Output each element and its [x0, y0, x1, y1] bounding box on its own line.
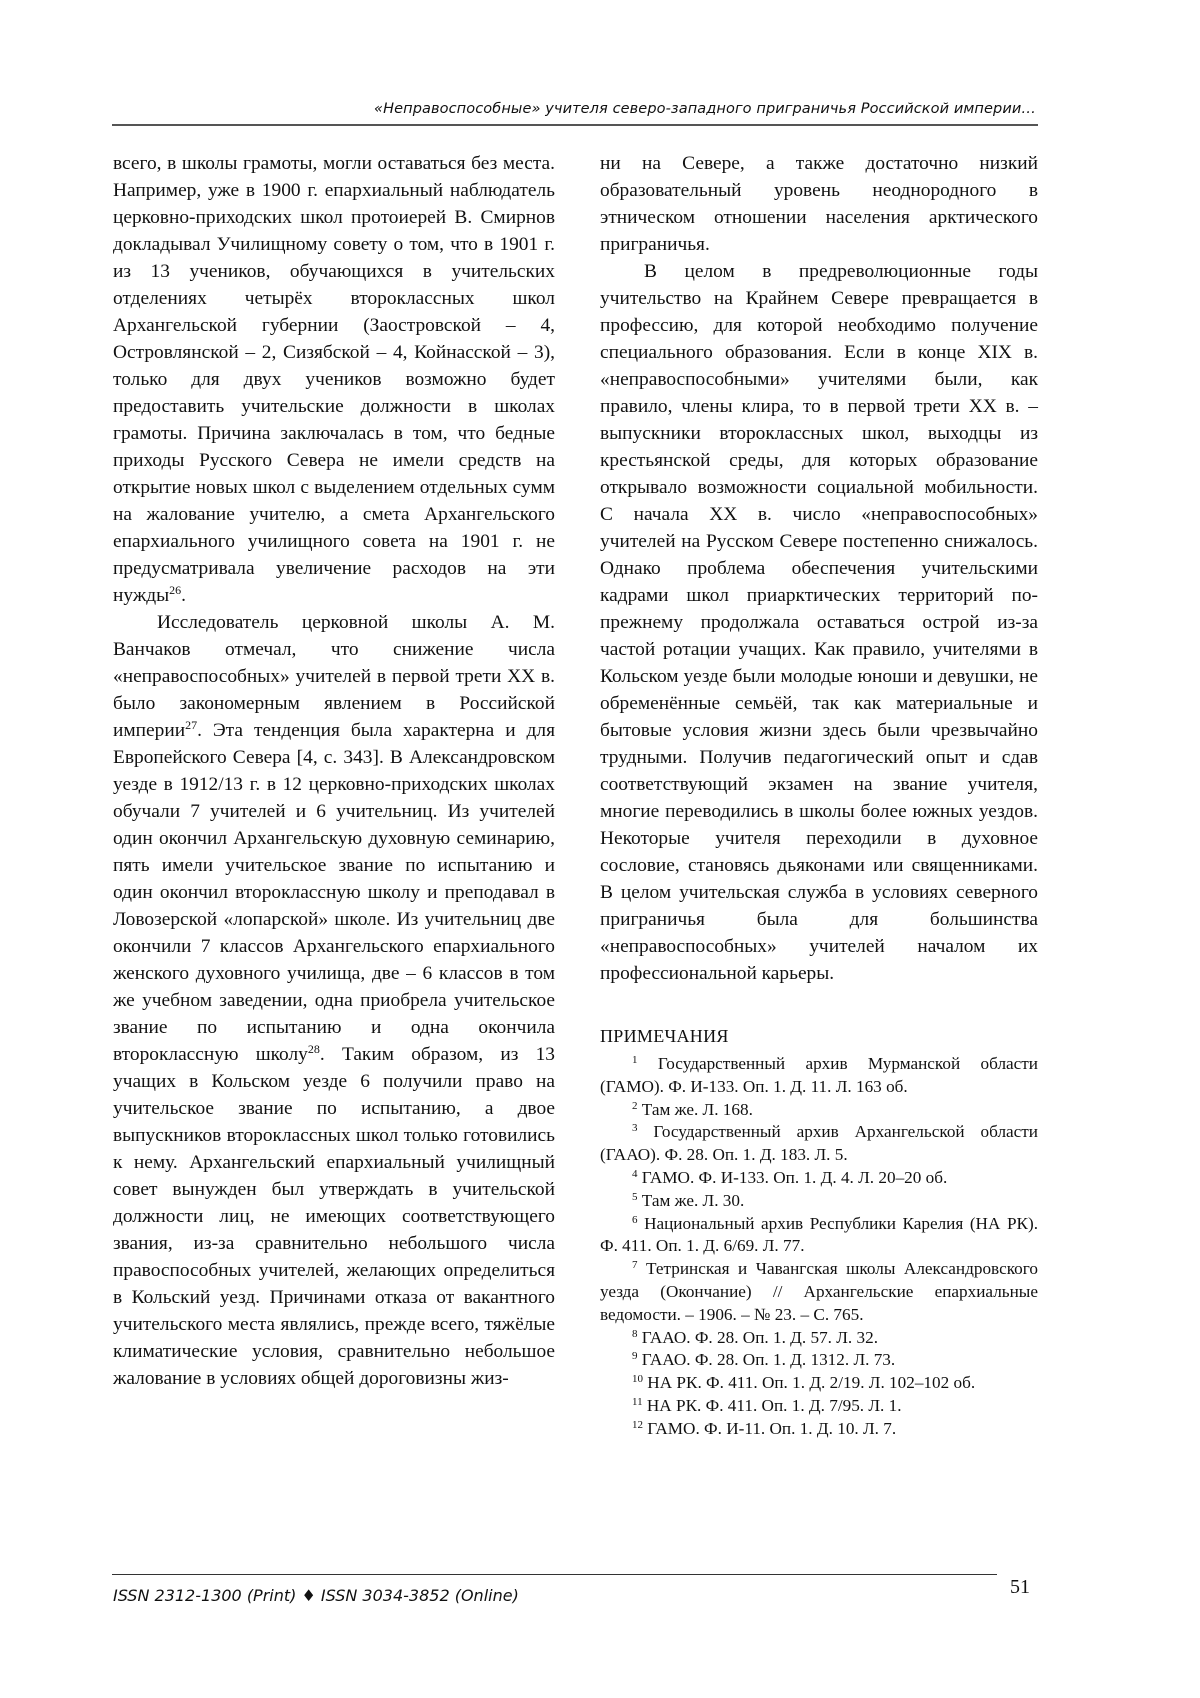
paragraph	[113, 150, 555, 609]
note-item	[600, 1213, 1038, 1259]
paragraph-text: Исследователь церковной школы А. М. Ванчаков отмечал, что снижение числа «неправоспособных» учителей в первой трети XX в. было закономерным явлением в Российской империи	[113, 612, 555, 741]
note-item	[600, 1418, 1038, 1441]
note-item	[600, 1258, 1038, 1326]
footnote-ref[interactable]: 26	[169, 583, 182, 597]
footnote-ref[interactable]: 28	[307, 1042, 320, 1056]
notes-list	[600, 1053, 1038, 1441]
paragraph-text: . Таким образом, из 13 учащих в Кольском уезде 6 получили право на учительское звание по испытанию, а двое выпускников второклассных школ только готовились к нему. Архангельский епархиальный училищный совет вынужден был утверждать в учительской должности лиц, не имеющих соответствующего звания, из-за сравнительно небольшого числа правоспособных учителей, желающих определиться в Кольский уезд. Причинами отказа от вакантного учительского места являлись, прежде всего, тяжёлые климатические условия, сравнительно небольшое жалование в условиях общей дороговизны жиз-	[113, 1044, 555, 1389]
note-text: Национальный архив Республики Карелия (НА РК). Ф. 411. Оп. 1. Д. 6/69. Л. 77.	[600, 1213, 1038, 1256]
note-number: 5	[632, 1190, 638, 1203]
note-text: ГАМО. Ф. И-133. Оп. 1. Д. 4. Л. 20–20 об.	[637, 1167, 948, 1187]
note-text: Государственный архив Мурманской области (ГАМО). Ф. И-133. Оп. 1. Д. 11. Л. 163 об.	[600, 1054, 1038, 1096]
note-item	[600, 1167, 1038, 1190]
note-text: Тетринская и Чавангская школы Александровского уезда (Окончание) // Архангельские епархиальные ведомости. – 1906. – № 23. – С. 765.	[600, 1259, 1038, 1324]
footnote-ref[interactable]: 27	[185, 718, 198, 732]
note-text: ГААО. Ф. 28. Оп. 1. Д. 1312. Л. 73.	[637, 1350, 896, 1370]
note-number: 2	[632, 1099, 638, 1112]
paragraph: ни на Севере, а также достаточно низкий образовательный уровень неоднородного в этническом отношении населения арктического приграничья.	[600, 153, 1038, 255]
note-text: Там же. Л. 168.	[637, 1099, 753, 1119]
note-item	[600, 1121, 1038, 1167]
note-number: 3	[632, 1122, 638, 1135]
running-title: «Неправоспособные» учителя северо-западного приграничья Российской империи…	[374, 101, 1036, 117]
note-item	[600, 1190, 1038, 1213]
note-text: НА РК. Ф. 411. Оп. 1. Д. 2/19. Л. 102–102 об.	[643, 1373, 976, 1393]
paragraph-text: всего, в школы грамоты, могли оставаться без места. Например, уже в 1900 г. епархиальный наблюдатель церковно-приходских школ протоиерей В. Смирнов докладывал Училищному совету о том, что в 1901 г. из 13 учеников, обучающихся в учительских отделениях четырёх второклассных школ Архангельской губернии (Заостровской – 4, Островлянской – 2, Сизябской – 4, Койнасской – 3), только для двух учеников возможно будет предоставить учительские должности в школах грамоты. Причина заключалась в том, что бедные приходы Русского Севера не имели средств на открытие новых школ с выделением отдельных сумм на жалование учителю, а смета Архангельского епархиального училищного совета на 1901 г. не предусматривала увеличение расходов на эти нужды	[113, 153, 555, 606]
note-text: Государственный архив Архангельской области (ГААО). Ф. 28. Оп. 1. Д. 183. Л. 5.	[600, 1122, 1038, 1165]
note-number: 1	[632, 1054, 638, 1066]
note-item	[600, 1327, 1038, 1350]
note-number: 4	[632, 1167, 638, 1180]
note-text: НА РК. Ф. 411. Оп. 1. Д. 7/95. Л. 1.	[642, 1395, 902, 1415]
header-rule	[112, 124, 1038, 126]
notes-heading: ПРИМЕЧАНИЯ	[600, 1026, 729, 1046]
paragraph-text: .	[181, 585, 186, 606]
page-number: 51	[1010, 1576, 1030, 1598]
paragraph	[113, 609, 555, 1392]
footer-rule	[112, 1574, 997, 1575]
note-number: 7	[632, 1259, 638, 1272]
note-number: 6	[632, 1213, 638, 1226]
note-number: 12	[632, 1418, 643, 1431]
note-text: ГААО. Ф. 28. Оп. 1. Д. 57. Л. 32.	[637, 1327, 879, 1347]
note-item	[600, 1099, 1038, 1122]
paragraph: В целом в предреволюционные годы учительство на Крайнем Севере превращается в профессию, для которой необходимо получение специального образования. Если в конце XIX в. «неправоспособными» учителями были, как правило, члены клира, то в первой трети XX в. – выпускники второклассных школ, выходцы из крестьянской среды, для которых образование открывало возможности социальной мобильности. С начала XX в. число «неправоспособных» учителей на Русском Севере постепенно снижалось. Однако проблема обеспечения учительскими кадрами школ приарктических территорий по-прежнему продолжала оставаться острой из-за частой ротации учащих. Как правило, учителями в Кольском уезде были молодые юноши и девушки, не обременённые семьёй, так как материальные и бытовые условия жизни здесь были чрезвычайно трудными. Получив педагогический опыт и сдав соответствующий экзамен на звание учителя, многие переводились в школы более южных уездов. Некоторые учителя переходили в духовное сословие, становясь дьяконами или священниками. В целом учительская служба в условиях северного приграничья была для большинства «неправоспособных» учителей началом их профессиональной карьеры.	[600, 261, 1038, 984]
note-text: Там же. Л. 30.	[637, 1190, 745, 1210]
note-number: 10	[632, 1373, 643, 1386]
note-number: 9	[632, 1350, 638, 1363]
right-column	[600, 150, 1038, 1441]
note-number: 11	[632, 1395, 643, 1408]
note-text: ГАМО. Ф. И-11. Оп. 1. Д. 10. Л. 7.	[643, 1418, 897, 1438]
note-item	[600, 1395, 1038, 1418]
note-number: 8	[632, 1327, 638, 1340]
issn-line: ISSN 2312-1300 (Print) ♦ ISSN 3034-3852 (Online)	[113, 1586, 519, 1605]
paragraph-text: . Эта тенденция была характерна и для Европейского Севера [4, с. 343]. В Александровском уезде в 1912/13 г. в 12 церковно-приходских школах обучали 7 учителей и 6 учительниц. Из учителей один окончил Архангельскую духовную семинарию, пять имели учительское звание по испытанию и один окончил второклассную школу и преподавал в Ловозерской «лопарской» школе. Из учительниц две окончили 7 классов Архангельского епархиального женского духовного училища, две – 6 классов в том же учебном заведении, одна приобрела учительское звание по испытанию и одна окончила второклассную школу	[113, 720, 555, 1065]
note-item	[600, 1372, 1038, 1395]
note-item	[600, 1053, 1038, 1099]
left-column	[113, 150, 555, 1392]
note-item	[600, 1349, 1038, 1372]
